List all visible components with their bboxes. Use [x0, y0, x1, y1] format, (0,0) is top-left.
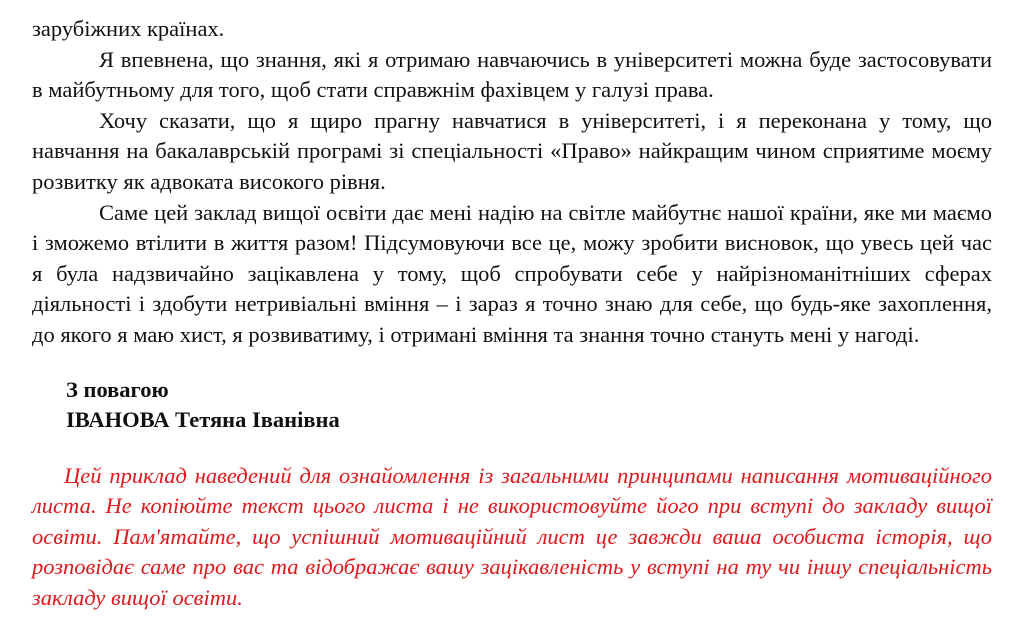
signature-name: ІВАНОВА Тетяна Іванівна	[66, 407, 340, 433]
paragraph-continuation: зарубіжних країнах.	[32, 16, 225, 41]
paragraph-motivation: Хочу сказати, що я щиро прагну навчатися в університеті, і я переконана у тому, що навчання на бакалаврській програмі зі спеціальності «Право» найкращим чином сприятиме моєму розвитку як адвоката високого рівня.	[32, 107, 992, 194]
signature-block	[66, 375, 992, 436]
paragraph-conclusion: Саме цей заклад вищої освіти дає мені надію на світле майбутнє нашої країни, яке ми маємо і зможемо втілити в життя разом! Підсумовуючи все це, можу зробити висновок, що увесь цей час я була надзвичайно зацікавлена у тому, щоб спробувати себе у найрізноманітніших сферах діяльності і здобути нетривіальні вміння – і зараз я точно знаю для себе, що будь-яке захоплення, до якого я маю хист, я розвиватиму, і отримані вміння та знання точно стануть мені у нагоді.	[32, 199, 992, 347]
paragraph-knowledge: Я впевнена, що знання, які я отримаю навчаючись в університеті можна буде застосовувати в майбутньому для того, щоб стати справжнім фахівцем у галузі права.	[32, 46, 992, 103]
disclaimer-notice: Цей приклад наведений для ознайомлення із загальними принципами написання мотиваційного листа. Не копіюйте текст цього листа і не використовуйте його при вступі до закладу вищої освіти. Пам'ятайте, що успішний мотиваційний лист це завжди ваша особиста історія, що розповідає саме про вас та відображає вашу зацікавленість у вступі на ту чи іншу спеціальність закладу вищої освіти.	[32, 462, 992, 610]
signature-closing: З повагою	[66, 376, 169, 402]
letter-body	[32, 14, 992, 614]
